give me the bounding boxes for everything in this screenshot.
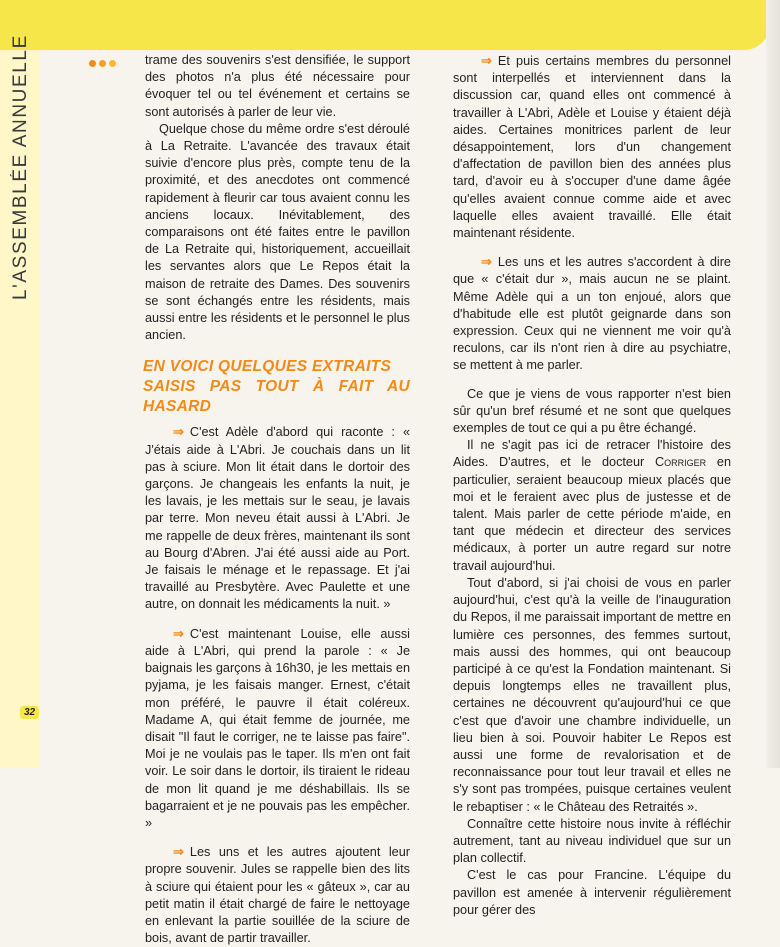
- yellow-header-band: [0, 0, 770, 50]
- paragraph: Tout d'abord, si j'ai choisi de vous en parler aujourd'hui, c'est qu'à la veille de l'inauguration du Repos, il me paraissait important de mettre en lumière ces personnes, des femmes surtout, mais aussi des hommes, qui ont beaucoup participé à ce qu'est la Fondation maintenant. Si depuis longtemps elles ne travaillent plus, certaines ne découvrent qu'aujourd'hui ce que c'est que d'avoir une chambre individuelle, un lieu bien à soi. Pouvoir habiter Le Repos est aussi une forme de revalorisation et de reconnaissance pour tout leur travail et elles ne s'y sont pas trompées, puisque certaines veulent le rebaptiser : « le Château des Retraités ».: [453, 575, 731, 814]
- arrow-icon: ⇒: [481, 53, 492, 68]
- paragraph: C'est le cas pour Francine. L'équipe du pavillon est amenée à intervenir régulièrement pour gérer des: [453, 868, 731, 917]
- paragraph-text: Les uns et les autres s'accordent à dire que « c'était dur », mais aucun ne se plaint. Même Adèle qui a un ton enjoué, alors que d'habitude elle est plutôt geignarde dans son expression. Ceux qui ne viennent me voir qu'à reculons, car ils n'ont rien à dire au psychiatre, se mettent à me parler.: [453, 255, 731, 373]
- paragraph: Quelque chose du même ordre s'est déroulé à La Retraite. L'avancée des travaux était suivie d'encore plus près, compte tenu de la proximité, et des anecdotes ont commencé rapidement à fleurir car tous avaient connu les anciens locaux. Inévitablement, des comparaisons ont été faites entre le pavillon de La Retraite qui, historiquement, accueillait les servantes alors que Le Repos était la maison de retraite des Dames. Des souvenirs se sont échangés entre les résidents, mais aussi entre les résidents et le personnel le plus ancien.: [145, 121, 410, 343]
- paragraph: Connaître cette histoire nous invite à réfléchir autrement, tant au niveau individuel que sur un plan collectif.: [453, 816, 731, 866]
- doctor-name: Corriger: [655, 455, 707, 470]
- section-side-heading: L'ASSEMBLÉE ANNUELLE: [10, 34, 31, 300]
- paragraph: [453, 437, 731, 575]
- paragraph: [453, 52, 731, 242]
- arrow-icon: ⇒: [173, 625, 184, 641]
- left-column: [145, 52, 410, 947]
- page-number: 32: [20, 706, 39, 719]
- paragraph: trame des souvenirs s'est densifiée, le support des photos n'a plus été nécessaire pour évoquer tel ou tel événement et certains se sont autorisés à parler de leur vie.: [145, 53, 410, 119]
- paragraph-text: C'est Adèle d'abord qui raconte : « J'étais aide à L'Abri. Je couchais dans un lit pas à sciure. Mon lit était dans le dortoir des garçons. Je changeais les enfants la nuit, je les lavais, je les mettais sur le seau, je lavais par terre. Mon neveu était aussi à L'Abri. Je me rappelle de deux frères, maintenant ils sont au Bourg d'Abren. J'ai été aussi aide au Port. Je faisais le ménage et le repassage. Et j'ai travaillé au Presbytère. Avec Paulette et une autre, on donnait les médicaments la nuit. »: [145, 425, 410, 612]
- paragraph-text: Et puis certains membres du personnel sont interpellés et interviennent dans la discussion car, quand elles ont commencé à travailler à L'Abri, Adèle et Louise y étaient déjà aides. Certaines monitrices parlent de leur désappointement, lors d'un changement d'affectation de pavillon bien des années plus tard, d'avoir eu à s'occuper d'une dame âgée qu'elles avaient connue comme aide et avec laquelle elles avaient travaillé. Elle était maintenant résidente.: [453, 54, 731, 241]
- page-edge-shadow: [766, 0, 780, 768]
- paragraph-text: C'est maintenant Louise, elle aussi aide à L'Abri, qui prend la parole : « Je baignais les garçons à 16h30, je les mettais en pyjama, je les faisais manger. Ernest, c'était mon préféré, le pauvre il était coléreux. Madame A, qui était femme de journée, me disait "Il faut le corriger, ne te laisse pas faire". Moi je ne voulais pas le taper. Ils m'en ont fait voir. Le soir dans le dortoir, ils tiraient le rideau de mon lit quand je me déshabillais. Ils se bagarraient et je ne pouvais pas les empêcher. »: [145, 626, 410, 830]
- paragraph: [145, 843, 410, 947]
- arrow-icon: ⇒: [481, 254, 492, 270]
- paragraph: [145, 423, 410, 613]
- section-heading-line-2: SAISIS PAS TOUT À FAIT AU HASARD: [143, 378, 410, 416]
- section-heading: [143, 357, 410, 417]
- paragraph: [145, 625, 410, 832]
- arrow-icon: ⇒: [173, 424, 184, 440]
- paragraph-text: Les uns et les autres ajoutent leur propre souvenir. Jules se rappelle bien des lits à sciure qui étaient pour les « gâteux », car au petit matin il était chargé de faire le nettoyage en enlevant la partie souillée de la sciure de bois, avant de partir travailler.: [145, 845, 410, 946]
- section-heading-line-1: EN VOICI QUELQUES EXTRAITS: [143, 358, 392, 376]
- paragraph-text: en particulier, seraient beaucoup mieux placés que moi et le feraient avec plus de justesse et de talent. Mais parler de cette période m'aide, en tant que médecin et directeur des services médicaux, à porter un autre regard sur notre travail aujourd'hui.: [453, 455, 731, 573]
- right-column: [453, 52, 731, 919]
- ellipsis-dots-icon: [89, 60, 116, 67]
- paragraph-text: Il ne s'agit pas ici de retracer l'histoire des Aides. D'autres, et le docteur: [453, 438, 731, 470]
- paragraph: Ce que je viens de vous rapporter n'est bien sûr qu'un bref résumé et ne sont que quelques exemples de tout ce qui a pu être échangé.: [453, 386, 731, 436]
- arrow-icon: ⇒: [173, 844, 184, 860]
- paragraph: [453, 253, 731, 374]
